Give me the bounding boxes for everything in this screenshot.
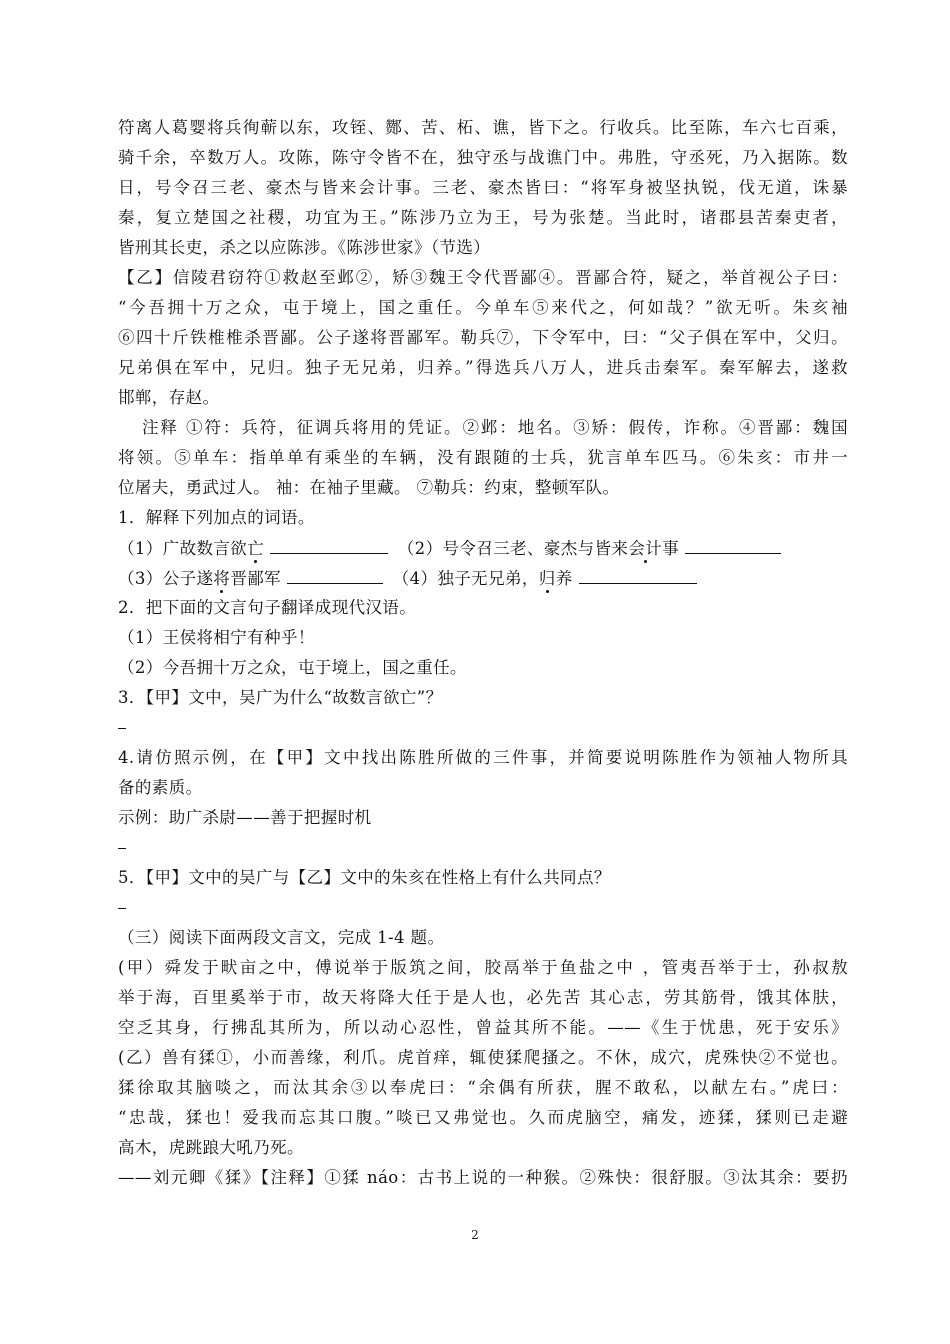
question-3 — [118, 683, 848, 743]
answer-line[interactable] — [118, 713, 848, 743]
question-stem: 5．【甲】文中的吴广与【乙】文中的朱亥在性格上有什么共同点？ — [118, 868, 611, 887]
page-number: 2 — [471, 1228, 479, 1242]
item-text: （1）广故数言欲 — [118, 539, 248, 558]
text-line: 高木，虎跳踉大吼乃死。 — [118, 1138, 304, 1157]
text-line: ——刘元卿《猱》【注释】①猱 náo：古书上说的一种猴。②殊快：很舒服。③汰其余：要扔 — [118, 1168, 848, 1187]
question-stem: 2．把下面的文言句子翻译成现代汉语。 — [118, 598, 417, 617]
question-1 — [118, 503, 848, 593]
answer-row — [118, 563, 848, 593]
text-line: 皆刑其长吏，杀之以应陈涉。《陈涉世家》（节选） — [118, 238, 491, 257]
note-line: 注释 ①符：兵符，征调兵将用的凭证。②邺：地名。③矫：假传，诈称。④晋鄙：魏国 — [142, 418, 848, 437]
answer-blank[interactable] — [270, 533, 388, 554]
text-line: “今吾拥十万之众，屯于境上，国之重任。今单车⑤来代之，何如哉？”欲无听。朱亥袖 — [118, 298, 848, 317]
answer-blank[interactable] — [685, 533, 781, 554]
item-text: （2）号令召三老、豪杰与皆来 — [397, 539, 629, 558]
text-line: 骑千余，卒数万人。攻陈，陈守令皆不在，独守丞与战谯门中。弗胜，守丞死，乃入据陈。数 — [118, 148, 848, 167]
page-content — [118, 113, 848, 1193]
text-line: 举于海，百里奚举于市，故天将降大任于是人也，必先苦 其心志，劳其筋骨，饿其体肤， — [118, 988, 848, 1007]
text-line: 日，号令召三老、豪杰与皆来会计事。三老、豪杰皆曰：“将军身被坚执锐，伐无道，诛暴 — [118, 178, 848, 197]
text-line: ⑥四十斤铁椎椎杀晋鄙。公子遂将晋鄙军。勒兵⑦，下令军中，曰：“父子俱在军中，父归。 — [118, 328, 848, 347]
note-line: 位屠夫，勇武过人。 袖：在袖子里藏。 ⑦勒兵：约束，整顿军队。 — [118, 478, 620, 497]
passage-yi — [118, 263, 848, 413]
answer-line[interactable] — [118, 893, 848, 923]
item-text: 事 — [662, 539, 680, 558]
dotted-word: 亡 — [247, 539, 265, 558]
notes — [118, 413, 848, 503]
text-line: 【乙】信陵君窃符①救赵至邺②，矫③魏王令代晋鄙④。晋鄙合符，疑之，举首视公子曰： — [118, 268, 848, 287]
question-4 — [118, 743, 848, 863]
item-text: （3）公子遂 — [118, 569, 214, 588]
text-line: 猱徐取其脑啖之，而汰其余③以奉虎曰：“余偶有所获，腥不敢私，以献左右。”虎曰： — [118, 1078, 848, 1097]
text-line: 空乏其身，行拂乱其所为，所以动心忍性，曾益其所不能。——《生于忧患，死于安乐》 — [118, 1018, 848, 1037]
answer-blank[interactable] — [579, 563, 697, 584]
item-text: 晋鄙军 — [230, 569, 282, 588]
note-line: 将领。⑤单车：指单单有乘坐的车辆，没有跟随的士兵，犹言单车匹马。⑥朱亥：市井一 — [118, 448, 848, 467]
question-stem: 3．【甲】文中，吴广为什么“故数言欲亡”？ — [118, 688, 443, 707]
dotted-word: 会计 — [628, 539, 663, 558]
sentence-item: （2）今吾拥十万之众，屯于境上，国之重任。 — [118, 658, 467, 677]
text-line: 兄弟俱在军中，兄归。独子无兄弟，归养。”得选兵八万人，进兵击秦军。秦军解去，遂救 — [118, 358, 848, 377]
question-stem: 备的素质。 — [118, 778, 203, 797]
section-heading: （三）阅读下面两段文言文，完成 1-4 题。 — [118, 928, 445, 947]
answer-blank[interactable] — [287, 563, 383, 584]
question-2 — [118, 593, 848, 683]
item-text: （4）独子无兄弟， — [392, 569, 539, 588]
section-3 — [118, 923, 848, 1193]
text-line: 符离人葛婴将兵徇蕲以东，攻铚、酂、苦、柘、谯，皆下之。行收兵。比至陈，车六七百乘， — [118, 118, 848, 137]
example-text: 示例：助广杀尉——善于把握时机 — [118, 808, 372, 827]
text-line: (乙）兽有猱①，小而善缘，利爪。虎首痒，辄使猱爬搔之。不休，成穴，虎殊快②不觉也。 — [118, 1048, 848, 1067]
item-text: 养 — [555, 569, 573, 588]
text-line: (甲）舜发于畎亩之中，傅说举于版筑之间，胶鬲举于鱼盐之中 ，管夷吾举于士，孙叔敖 — [118, 958, 848, 977]
text-line: “忠哉，猱也！爱我而忘其口腹。”啖已又弗觉也。久而虎脑空，痛发，迹猱，猱则已走避 — [118, 1108, 848, 1127]
text-line: 邯郸，存赵。 — [118, 388, 220, 407]
sentence-item: （1）王侯将相宁有种乎！ — [118, 628, 315, 647]
question-stem: 4.请仿照示例，在【甲】文中找出陈胜所做的三件事，并简要说明陈胜作为领袖人物所具 — [118, 748, 848, 767]
text-line: 秦，复立楚国之社稷，功宜为王。”陈涉乃立为王，号为张楚。当此时，诸郡县苦秦吏者， — [118, 208, 848, 227]
answer-row — [118, 533, 848, 563]
question-stem: 1．解释下列加点的词语。 — [118, 508, 315, 527]
passage-jia-end — [118, 113, 848, 263]
question-5 — [118, 863, 848, 923]
answer-line[interactable] — [118, 833, 848, 863]
dotted-word: 将 — [213, 569, 231, 588]
dotted-word: 归 — [538, 569, 556, 588]
